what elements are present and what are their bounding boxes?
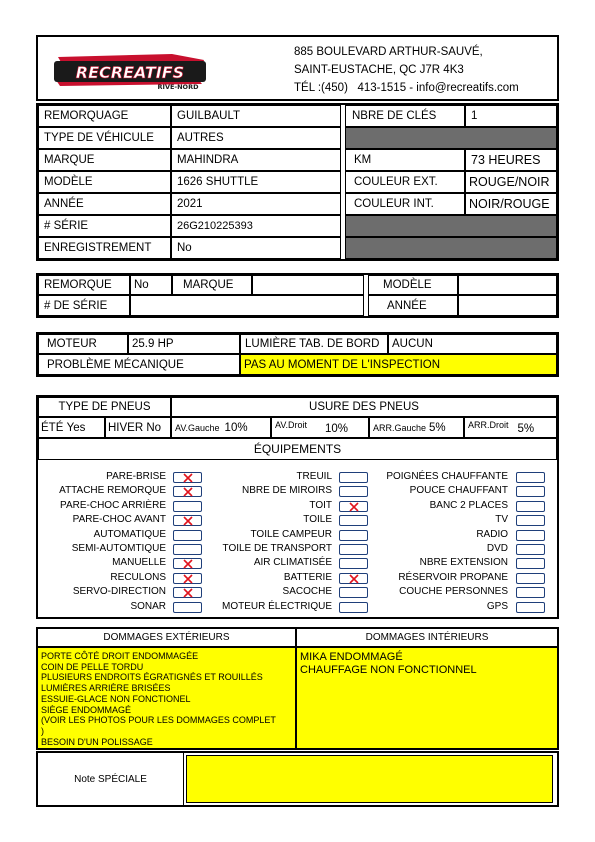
av-gauche-label: AV.Gauche bbox=[175, 422, 220, 433]
arr-gauche-value: 5% bbox=[429, 421, 446, 434]
equip-label: COUCHE PERSONNES bbox=[399, 586, 508, 598]
check-x-icon bbox=[182, 587, 194, 599]
lumiere-label: LUMIÈRE TAB. DE BORD bbox=[240, 334, 388, 354]
damage-int-text[interactable]: MIKA ENDOMMAGÉ CHAUFFAGE NON FONCTIONNEL bbox=[296, 647, 559, 750]
equip-label: POUCE CHAUFFANT bbox=[409, 485, 508, 497]
lumiere-value[interactable]: AUCUN bbox=[388, 334, 557, 354]
equip-label: RÉSERVOIR PROPANE bbox=[398, 571, 508, 583]
equip-label: MANUELLE bbox=[112, 557, 166, 569]
equip-label: RECULONS bbox=[110, 571, 166, 583]
modele-value[interactable]: 1626 SHUTTLE bbox=[171, 171, 341, 193]
equip-label: TOIT bbox=[309, 499, 332, 511]
damage-int-header: DOMMAGES INTÉRIEURS bbox=[296, 627, 559, 647]
enregistrement-label: ENREGISTREMENT bbox=[38, 237, 171, 259]
arr-droit-label: ARR.Droit bbox=[468, 420, 509, 430]
remorquage-label: REMORQUAGE bbox=[38, 105, 171, 127]
equip-checkbox[interactable] bbox=[173, 530, 202, 541]
check-x-icon bbox=[348, 501, 360, 513]
equip-checkbox[interactable] bbox=[339, 472, 368, 483]
equip-checkbox[interactable] bbox=[516, 486, 545, 497]
equip-checkbox[interactable] bbox=[173, 515, 202, 526]
equip-label: BATTERIE bbox=[283, 571, 332, 583]
equip-label: BANC 2 PLACES bbox=[429, 499, 508, 511]
equip-label: NBRE EXTENSION bbox=[419, 557, 508, 569]
equip-label: PARE-CHOC AVANT bbox=[72, 514, 166, 526]
check-x-icon bbox=[348, 573, 360, 585]
type-vehicule-value[interactable]: AUTRES bbox=[171, 127, 341, 149]
equip-checkbox[interactable] bbox=[516, 530, 545, 541]
equip-checkbox[interactable] bbox=[339, 558, 368, 569]
equip-label: TOILE CAMPEUR bbox=[250, 528, 332, 540]
couleur-ext-label: COULEUR EXT. bbox=[345, 171, 465, 193]
moteur-value[interactable]: 25.9 HP bbox=[128, 334, 240, 354]
probleme-value[interactable]: PAS AU MOMENT DE L'INSPECTION bbox=[240, 354, 557, 375]
equip-label: SACOCHE bbox=[282, 586, 332, 598]
address-line1: 885 BOULEVARD ARTHUR-SAUVÉ, bbox=[294, 46, 483, 58]
tire-hiver-label: HIVER bbox=[108, 421, 144, 434]
equip-label: TOILE DE TRANSPORT bbox=[222, 543, 332, 554]
equip-checkbox[interactable] bbox=[516, 472, 545, 483]
trailer-marque-label: MARQUE bbox=[172, 275, 252, 295]
remorque-value[interactable]: No bbox=[130, 275, 172, 295]
logo-text: RECREATIFS bbox=[75, 63, 185, 82]
marque-value[interactable]: MAHINDRA bbox=[171, 149, 341, 171]
equip-checkbox[interactable] bbox=[516, 544, 545, 555]
tire-ete[interactable] bbox=[38, 417, 105, 438]
annee-label: ANNÉE bbox=[38, 193, 171, 215]
check-x-icon bbox=[182, 573, 194, 585]
equip-label: NBRE DE MIROIRS bbox=[241, 485, 332, 497]
company-logo bbox=[52, 48, 212, 90]
tire-arr-gauche[interactable] bbox=[369, 417, 464, 438]
check-x-icon bbox=[182, 486, 194, 498]
remorquage-value[interactable]: GUILBAULT bbox=[171, 105, 341, 127]
tire-hiver-value: No bbox=[146, 421, 162, 434]
arr-gauche-label: ARR.Gauche bbox=[373, 422, 427, 433]
equip-checkbox[interactable] bbox=[516, 515, 545, 526]
equip-label: PARE-CHOC ARRIÈRE bbox=[60, 499, 166, 511]
equip-checkbox[interactable] bbox=[339, 501, 368, 512]
equip-label: AIR CLIMATISÉE bbox=[253, 557, 332, 569]
equip-checkbox[interactable] bbox=[339, 544, 368, 555]
gray-fill bbox=[345, 237, 557, 259]
tire-type-header: TYPE DE PNEUS bbox=[38, 397, 171, 417]
equip-checkbox[interactable] bbox=[339, 602, 368, 613]
address-line2: SAINT-EUSTACHE, QC J7R 4K3 bbox=[294, 64, 464, 76]
equipment-title: ÉQUIPEMENTS bbox=[38, 438, 557, 460]
equip-checkbox[interactable] bbox=[173, 472, 202, 483]
equip-label: MOTEUR ÉLECTRIQUE bbox=[221, 600, 332, 612]
equip-label: TREUIL bbox=[296, 471, 332, 482]
equip-checkbox[interactable] bbox=[516, 558, 545, 569]
equip-label: TOILE bbox=[303, 514, 332, 526]
equip-checkbox[interactable] bbox=[173, 602, 202, 613]
equip-checkbox[interactable] bbox=[339, 515, 368, 526]
equip-checkbox[interactable] bbox=[339, 486, 368, 497]
equip-checkbox[interactable] bbox=[339, 587, 368, 598]
tire-ete-value: Yes bbox=[66, 421, 86, 434]
damage-ext-text[interactable]: PORTE CÔTÉ DROIT ENDOMMAGÉE COIN DE PELLE TORDU PLUSIEURS ENDROITS ÉGRATIGNÉS ET ROUILLÉS LUMIÈRES ARRIÈRE BRISÉES ESSUIE-GLACE NON FONCTIONEL SIÈGE ENDOMMAGÉ (VOIR LES PHOTOS POUR LES DOMMAGES COMPLET ) BESOIN D'UN POLISSAGE bbox=[36, 647, 296, 750]
av-droit-value: 10% bbox=[325, 423, 349, 435]
equip-label: GPS bbox=[486, 600, 508, 612]
couleur-int-value[interactable]: NOIR/ROUGE bbox=[465, 193, 557, 215]
equip-label: TV bbox=[495, 514, 508, 526]
equip-checkbox[interactable] bbox=[339, 573, 368, 584]
equip-label: PARE-BRISE bbox=[106, 471, 166, 482]
tire-ete-label: ÉTÉ bbox=[41, 421, 64, 434]
note-label: Note SPÉCIALE bbox=[38, 753, 184, 805]
probleme-label: PROBLÈME MÉCANIQUE bbox=[38, 354, 240, 375]
remorque-label: REMORQUE bbox=[38, 275, 130, 295]
equip-checkbox[interactable] bbox=[516, 602, 545, 613]
check-x-icon bbox=[182, 472, 194, 484]
enregistrement-value[interactable]: No bbox=[171, 237, 341, 259]
km-value[interactable]: 73 HEURES bbox=[465, 149, 557, 171]
serie-value[interactable]: 26G210225393 bbox=[171, 215, 341, 237]
damage-ext-header: DOMMAGES EXTÉRIEURS bbox=[36, 627, 296, 647]
trailer-modele-label: MODÈLE bbox=[368, 275, 458, 295]
check-x-icon bbox=[182, 515, 194, 527]
equip-checkbox[interactable] bbox=[173, 486, 202, 497]
trailer-modele-value[interactable] bbox=[458, 275, 557, 295]
logo-subtext: RIVE-NORD bbox=[157, 83, 199, 90]
annee-value[interactable]: 2021 bbox=[171, 193, 341, 215]
trailer-annee-label: ANNÉE bbox=[368, 295, 458, 316]
equip-label: ATTACHE REMORQUE bbox=[59, 485, 166, 497]
tire-av-droit[interactable] bbox=[271, 417, 369, 438]
tire-wear-header: USURE DES PNEUS bbox=[171, 397, 557, 417]
equip-label: RADIO bbox=[476, 528, 508, 540]
gray-fill bbox=[345, 215, 557, 237]
equip-checkbox[interactable] bbox=[339, 530, 368, 541]
trailer-marque-value[interactable] bbox=[252, 275, 364, 295]
equip-label: SERVO-DIRECTION bbox=[72, 586, 166, 598]
equip-checkbox[interactable] bbox=[173, 573, 202, 584]
equip-checkbox[interactable] bbox=[173, 587, 202, 598]
equip-label: AUTOMATIQUE bbox=[93, 528, 166, 540]
type-vehicule-label: TYPE DE VÉHICULE bbox=[38, 127, 171, 149]
equip-checkbox[interactable] bbox=[173, 558, 202, 569]
km-label: KM bbox=[345, 149, 465, 171]
trailer-serie-value[interactable] bbox=[130, 295, 364, 316]
equip-label: SONAR bbox=[130, 600, 166, 612]
modele-label: MODÈLE bbox=[38, 171, 171, 193]
equip-checkbox[interactable] bbox=[516, 587, 545, 598]
av-droit-label: AV.Droit bbox=[275, 420, 308, 430]
contact-line: TÉL :(450) 413-1515 - info@recreatifs.com bbox=[294, 82, 519, 94]
serie-label: # SÉRIE bbox=[38, 215, 171, 237]
check-x-icon bbox=[182, 558, 194, 570]
marque-label: MARQUE bbox=[38, 149, 171, 171]
couleur-int-label: COULEUR INT. bbox=[345, 193, 465, 215]
trailer-serie-label: # DE SÉRIE bbox=[38, 295, 130, 316]
gray-fill bbox=[345, 127, 557, 149]
trailer-annee-value[interactable] bbox=[458, 295, 557, 316]
equip-label: DVD bbox=[486, 543, 508, 554]
moteur-label: MOTEUR bbox=[38, 334, 128, 354]
equip-checkbox[interactable] bbox=[516, 573, 545, 584]
equip-checkbox[interactable] bbox=[173, 544, 202, 555]
note-value[interactable] bbox=[186, 755, 553, 803]
equip-label: SEMI-AUTOMTIQUE bbox=[71, 543, 166, 554]
nbre-cles-value[interactable]: 1 bbox=[465, 105, 557, 127]
nbre-cles-label: NBRE DE CLÉS bbox=[345, 105, 465, 127]
av-gauche-value: 10% bbox=[224, 421, 248, 434]
equip-checkbox[interactable] bbox=[516, 501, 545, 512]
equip-checkbox[interactable] bbox=[173, 501, 202, 512]
tire-arr-droit[interactable] bbox=[464, 417, 557, 438]
tire-av-gauche[interactable] bbox=[171, 417, 271, 438]
tire-hiver[interactable] bbox=[105, 417, 171, 438]
couleur-ext-value[interactable]: ROUGE/NOIR bbox=[465, 171, 557, 193]
equip-label: POIGNÉES CHAUFFANTE bbox=[386, 471, 508, 482]
arr-droit-value: 5% bbox=[517, 423, 535, 435]
